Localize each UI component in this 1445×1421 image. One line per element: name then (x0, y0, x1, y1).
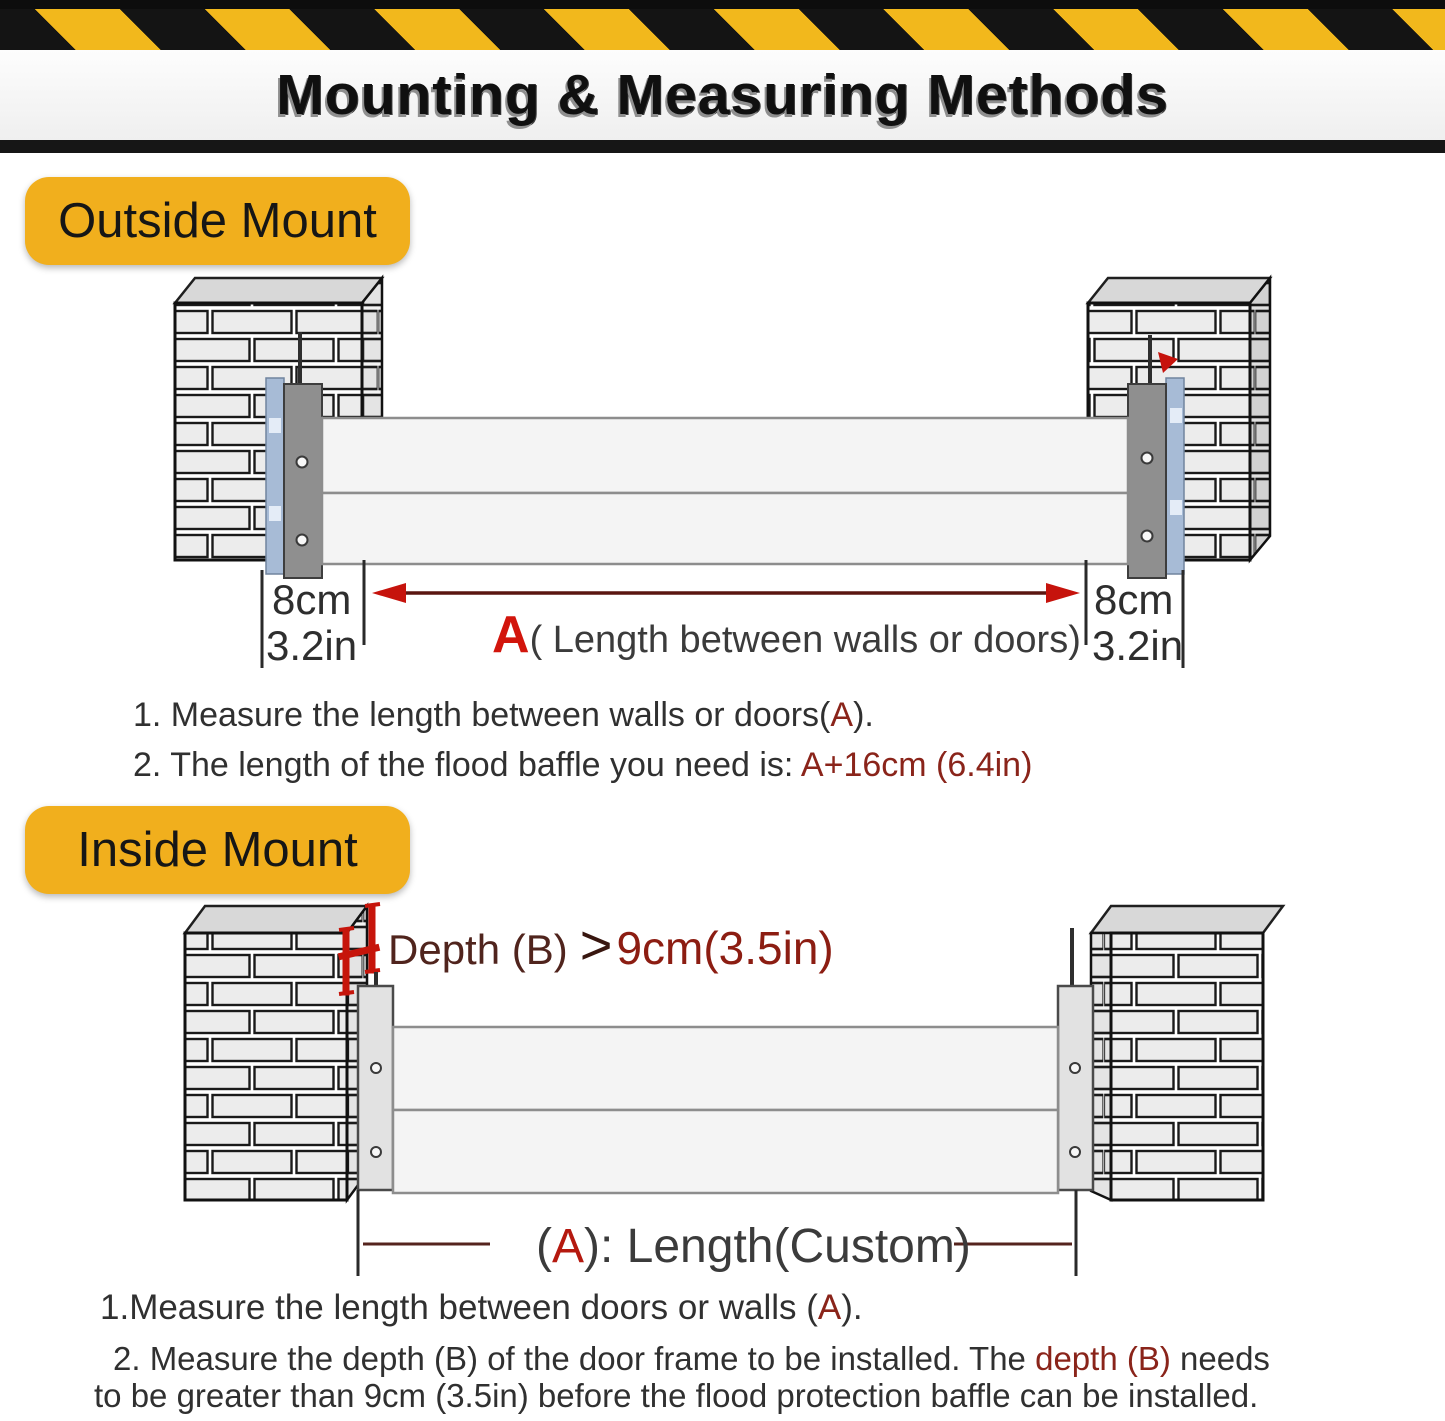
outside-step-1-text: 1. Measure the length between walls or doors( (133, 696, 831, 734)
inside-step-2-mid: needs (1170, 1340, 1270, 1377)
outside-step-1 (133, 696, 874, 735)
outside-step-2-text: 2. The length of the flood baffle you need is: (133, 746, 801, 784)
outside-step-2 (133, 746, 1032, 785)
outside-mount-badge: Outside Mount (25, 177, 410, 265)
inside-mount-badge: Inside Mount (25, 806, 410, 894)
right-offset-in-label: 3.2in (1092, 622, 1184, 669)
inside-step-2-text: 2. Measure the depth (B) of the door frame to be installed. The (113, 1340, 1036, 1377)
length-a-letter: A (492, 606, 530, 664)
length-custom-open: ( (536, 1220, 552, 1273)
inside-step-1-letter: A (817, 1288, 842, 1327)
depth-b-text: Depth (B) (388, 926, 568, 973)
greater-than-sign: > (579, 913, 613, 976)
length-custom-label (536, 1220, 971, 1273)
outside-step-1-letter: A (830, 696, 854, 734)
inside-step-2-line-2: to be greater than 9cm (3.5in) before the flood protection baffle can be installed. (94, 1377, 1259, 1414)
inside-step-2-highlight: depth (B) (1035, 1340, 1171, 1377)
inside-step-1-text: 1.Measure the length between doors or walls ( (100, 1288, 818, 1327)
length-a-label (492, 606, 1081, 664)
inside-right-channel-post (1058, 928, 1093, 1190)
inside-right-brick-wall (1091, 906, 1283, 1200)
depth-b-value: 9cm(3.5in) (616, 922, 834, 974)
outside-step-1-suffix: ). (853, 696, 874, 734)
inside-left-brick-wall (185, 906, 367, 1200)
length-a-description: ( Length between walls or doors) (529, 619, 1081, 661)
outside-mount-diagram (175, 278, 1270, 669)
inside-flood-barrier (393, 1027, 1058, 1193)
page-title: Mounting & Measuring Methods (276, 63, 1169, 127)
outside-dimension-marks (262, 560, 1183, 669)
right-offset-cm-label: 8cm (1094, 576, 1174, 623)
inside-step-1 (100, 1288, 863, 1328)
depth-b-label (388, 913, 834, 976)
left-offset-cm-label: 8cm (272, 576, 352, 623)
outside-flood-barrier (322, 418, 1128, 564)
left-offset-in-label: 3.2in (266, 622, 358, 669)
inside-left-channel-post (358, 986, 393, 1190)
inside-mount-diagram (185, 904, 1283, 1276)
length-custom-letter: A (551, 1220, 584, 1273)
inside-step-2-line-1 (113, 1340, 1270, 1378)
inside-step-1-suffix: ). (841, 1288, 863, 1327)
length-custom-rest: ): Length(Custom) (584, 1220, 971, 1273)
inside-dimension-marks (358, 1190, 1076, 1276)
outside-step-2-value: A+16cm (6.4in) (800, 746, 1033, 784)
